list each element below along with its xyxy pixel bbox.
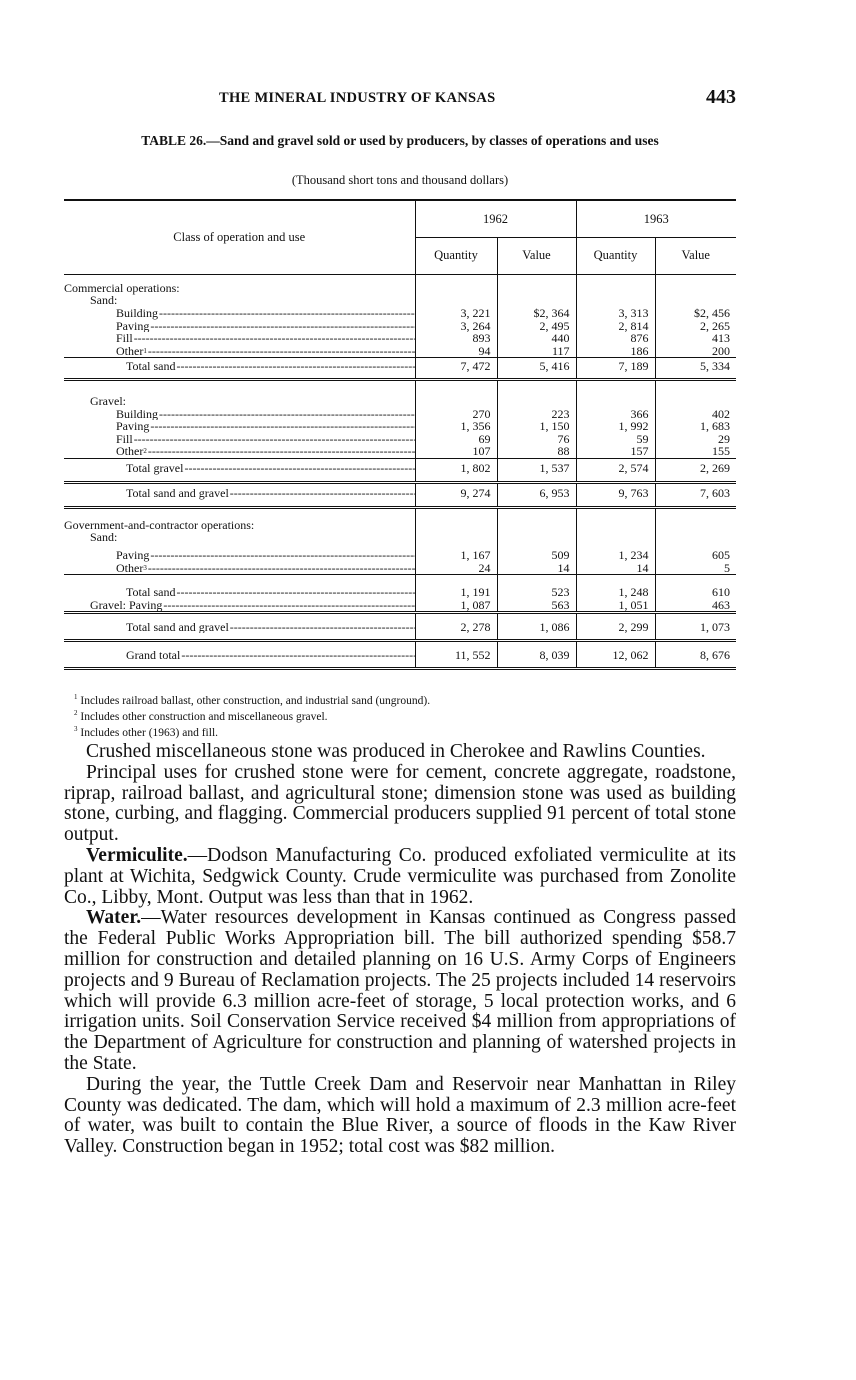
cell-value: 413 (655, 332, 736, 345)
cell-value: 14 (576, 562, 655, 575)
row-label: Government-and-contractor operations: (64, 507, 415, 531)
cell-value: 2, 495 (497, 320, 576, 333)
cell-value (415, 531, 497, 544)
cell-value (655, 294, 736, 307)
cell-value: 3, 221 (415, 307, 497, 320)
cell-value (497, 274, 576, 294)
row-label: Other 2 - - - (64, 445, 415, 458)
cell-value: 2, 269 (655, 458, 736, 482)
table-row (64, 274, 736, 294)
table-footnotes (74, 691, 734, 738)
cell-value (576, 294, 655, 307)
row-label: Paving - - - (64, 420, 415, 433)
table-row (64, 358, 736, 380)
cell-value: 88 (497, 445, 576, 458)
cell-value: 69 (415, 433, 497, 446)
cell-value: 2, 265 (655, 320, 736, 333)
stub-header: Class of operation and use (64, 200, 415, 274)
cell-value: 440 (497, 332, 576, 345)
row-label: Grand total - - - (64, 641, 415, 669)
cell-value: 7, 189 (576, 358, 655, 380)
cell-value: 1, 234 (576, 544, 655, 562)
cell-value: 2, 299 (576, 613, 655, 641)
cell-value: 1, 248 (576, 575, 655, 599)
row-label: Total sand - - - (64, 358, 415, 380)
cell-value: 9, 274 (415, 482, 497, 507)
cell-value (415, 380, 497, 408)
cell-value (655, 507, 736, 531)
cell-value: $2, 364 (497, 307, 576, 320)
paragraph: Vermiculite.—Dodson Manufacturing Co. produced exfoliated vermiculite at its plant at Wichita, Sedgwick County. Crude vermiculite was purchased from Zonolite Co., Libby, Mont. Output was less than that in 1962. (64, 844, 736, 908)
body-text (64, 742, 736, 1158)
cell-value: 7, 472 (415, 358, 497, 380)
cell-value: 1, 051 (576, 599, 655, 613)
cell-value: 5 (655, 562, 736, 575)
row-label: Gravel: Paving - - - (64, 599, 415, 613)
table-row (64, 544, 736, 562)
cell-value: 402 (655, 408, 736, 421)
table-row (64, 562, 736, 575)
cell-value (415, 274, 497, 294)
cell-value (415, 294, 497, 307)
cell-value: 366 (576, 408, 655, 421)
row-label: Building - - - (64, 307, 415, 320)
row-label: Paving - - - (64, 320, 415, 333)
col-value-1963: Value (655, 237, 736, 274)
cell-value: 1, 802 (415, 458, 497, 482)
cell-value: 605 (655, 544, 736, 562)
paragraph: During the year, the Tuttle Creek Dam and Reservoir near Manhattan in Riley County was dedicated. The dam, which will hold a maximum of 2.3 million acre-feet of water, was built to contain the Blue River, a source of floods in the Kaw River Valley. Construction began in 1952; total cost was $82 million. (64, 1073, 736, 1158)
row-label: Paving - - - (64, 544, 415, 562)
cell-value: 107 (415, 445, 497, 458)
table-row (64, 482, 736, 507)
table-row (64, 445, 736, 458)
cell-value: 523 (497, 575, 576, 599)
table-row (64, 575, 736, 599)
row-label: Building - - - (64, 408, 415, 421)
cell-value: 5, 334 (655, 358, 736, 380)
table-units: (Thousand short tons and thousand dollars) (291, 173, 509, 187)
cell-value: 1, 683 (655, 420, 736, 433)
cell-value: $2, 456 (655, 307, 736, 320)
table-row (64, 307, 736, 320)
sand-gravel-table (64, 199, 736, 670)
cell-value (497, 294, 576, 307)
cell-value: 200 (655, 345, 736, 358)
cell-value (655, 380, 736, 408)
run-in-heading: Water. (86, 907, 142, 929)
cell-value: 76 (497, 433, 576, 446)
cell-value: 117 (497, 345, 576, 358)
cell-value: 1, 537 (497, 458, 576, 482)
cell-value: 12, 062 (576, 641, 655, 669)
cell-value: 155 (655, 445, 736, 458)
row-label: Total sand and gravel - - - (64, 482, 415, 507)
cell-value: 1, 167 (415, 544, 497, 562)
table-row (64, 531, 736, 544)
cell-value: 3, 313 (576, 307, 655, 320)
cell-value: 1, 087 (415, 599, 497, 613)
year-header-1962: 1962 (415, 200, 576, 237)
cell-value: 186 (576, 345, 655, 358)
cell-value: 1, 191 (415, 575, 497, 599)
paragraph: Crushed miscellaneous stone was produced in Cherokee and Rawlins Counties. (86, 741, 706, 762)
row-label: Fill - - - (64, 433, 415, 446)
cell-value: 5, 416 (497, 358, 576, 380)
cell-value: 1, 073 (655, 613, 736, 641)
cell-value: 7, 603 (655, 482, 736, 507)
cell-value: 223 (497, 408, 576, 421)
row-label: Sand: (90, 293, 118, 307)
page-header (64, 86, 736, 112)
cell-value: 3, 264 (415, 320, 497, 333)
cell-value (497, 380, 576, 408)
row-label: Total sand - - - (64, 575, 415, 599)
row-label: Gravel: (64, 380, 415, 408)
cell-value: 94 (415, 345, 497, 358)
cell-value: 1, 086 (497, 613, 576, 641)
col-quantity-1963: Quantity (576, 237, 655, 274)
table-row (64, 332, 736, 345)
row-label: Other 3 - - - (64, 562, 415, 575)
cell-value: 610 (655, 575, 736, 599)
cell-value (576, 531, 655, 544)
table-caption: TABLE 26.—Sand and gravel sold or used by producers, by classes of operations and uses (141, 133, 659, 148)
cell-value (497, 531, 576, 544)
table-row (64, 507, 736, 531)
table-row (64, 458, 736, 482)
cell-value: 59 (576, 433, 655, 446)
cell-value: 8, 676 (655, 641, 736, 669)
table-row (64, 345, 736, 358)
cell-value: 6, 953 (497, 482, 576, 507)
table-row (64, 613, 736, 641)
cell-value: 2, 278 (415, 613, 497, 641)
cell-value: 509 (497, 544, 576, 562)
cell-value (576, 274, 655, 294)
cell-value: 29 (655, 433, 736, 446)
run-in-heading: Vermiculite. (86, 844, 188, 866)
cell-value (415, 507, 497, 531)
paragraph: Water.—Water resources development in Kansas continued as Congress passed the Federal Public Works Appropriation bill. The bill authorized spending $58.7 million for construction and detailed planning on 16 U.S. Army Corps of Engineers projects and 9 Bureau of Reclamation projects. The 25 projects included 14 reservoirs which will provide 6.3 million acre-feet of storage, 5 local protection works, and 6 irrigation units. Soil Conservation Service received $4 million from appropriations of the Department of Agriculture for construction and planning of watershed projects in the State. (64, 907, 736, 1074)
page-number: 443 (706, 86, 736, 108)
cell-value: 8, 039 (497, 641, 576, 669)
running-title: THE MINERAL INDUSTRY OF KANSAS (219, 90, 496, 106)
row-label: Fill - - - (64, 332, 415, 345)
cell-value: 11, 552 (415, 641, 497, 669)
cell-value (655, 274, 736, 294)
cell-value: 14 (497, 562, 576, 575)
cell-value: 24 (415, 562, 497, 575)
cell-value: 2, 814 (576, 320, 655, 333)
col-quantity-1962: Quantity (415, 237, 497, 274)
cell-value: 9, 763 (576, 482, 655, 507)
cell-value: 463 (655, 599, 736, 613)
cell-value: 157 (576, 445, 655, 458)
paragraph: Principal uses for crushed stone were for cement, concrete aggregate, roadstone, riprap, railroad ballast, and agricultural stone; dimension stone was used as building stone, curbing, and flagging. Commercial producers supplied 91 percent of total stone output. (64, 761, 736, 846)
row-label: Other 1 - - - (64, 345, 415, 358)
row-label: Sand: (90, 530, 118, 544)
row-label: Total sand and gravel - - - (64, 613, 415, 641)
footnote: $^2$ Includes other construction and miscellaneous gravel. (74, 708, 328, 723)
table-row (64, 380, 736, 408)
cell-value (576, 507, 655, 531)
footnote: $^3$ Includes other (1963) and fill. (74, 724, 219, 739)
footnote: $^1$ Includes railroad ballast, other construction, and industrial sand (unground). (74, 693, 431, 707)
table-row (64, 420, 736, 433)
table-row (64, 294, 736, 307)
table-row (64, 599, 736, 613)
table-row (64, 641, 736, 669)
cell-value: 2, 574 (576, 458, 655, 482)
cell-value: 1, 356 (415, 420, 497, 433)
cell-value: 893 (415, 332, 497, 345)
row-label: Total gravel - - - (64, 458, 415, 482)
cell-value: 270 (415, 408, 497, 421)
cell-value (576, 380, 655, 408)
cell-value (497, 507, 576, 531)
cell-value: 1, 992 (576, 420, 655, 433)
col-value-1962: Value (497, 237, 576, 274)
cell-value (655, 531, 736, 544)
year-header-1963: 1963 (576, 200, 736, 237)
row-label: Commercial operations: (64, 280, 180, 295)
cell-value: 1, 150 (497, 420, 576, 433)
cell-value: 876 (576, 332, 655, 345)
cell-value: 563 (497, 599, 576, 613)
